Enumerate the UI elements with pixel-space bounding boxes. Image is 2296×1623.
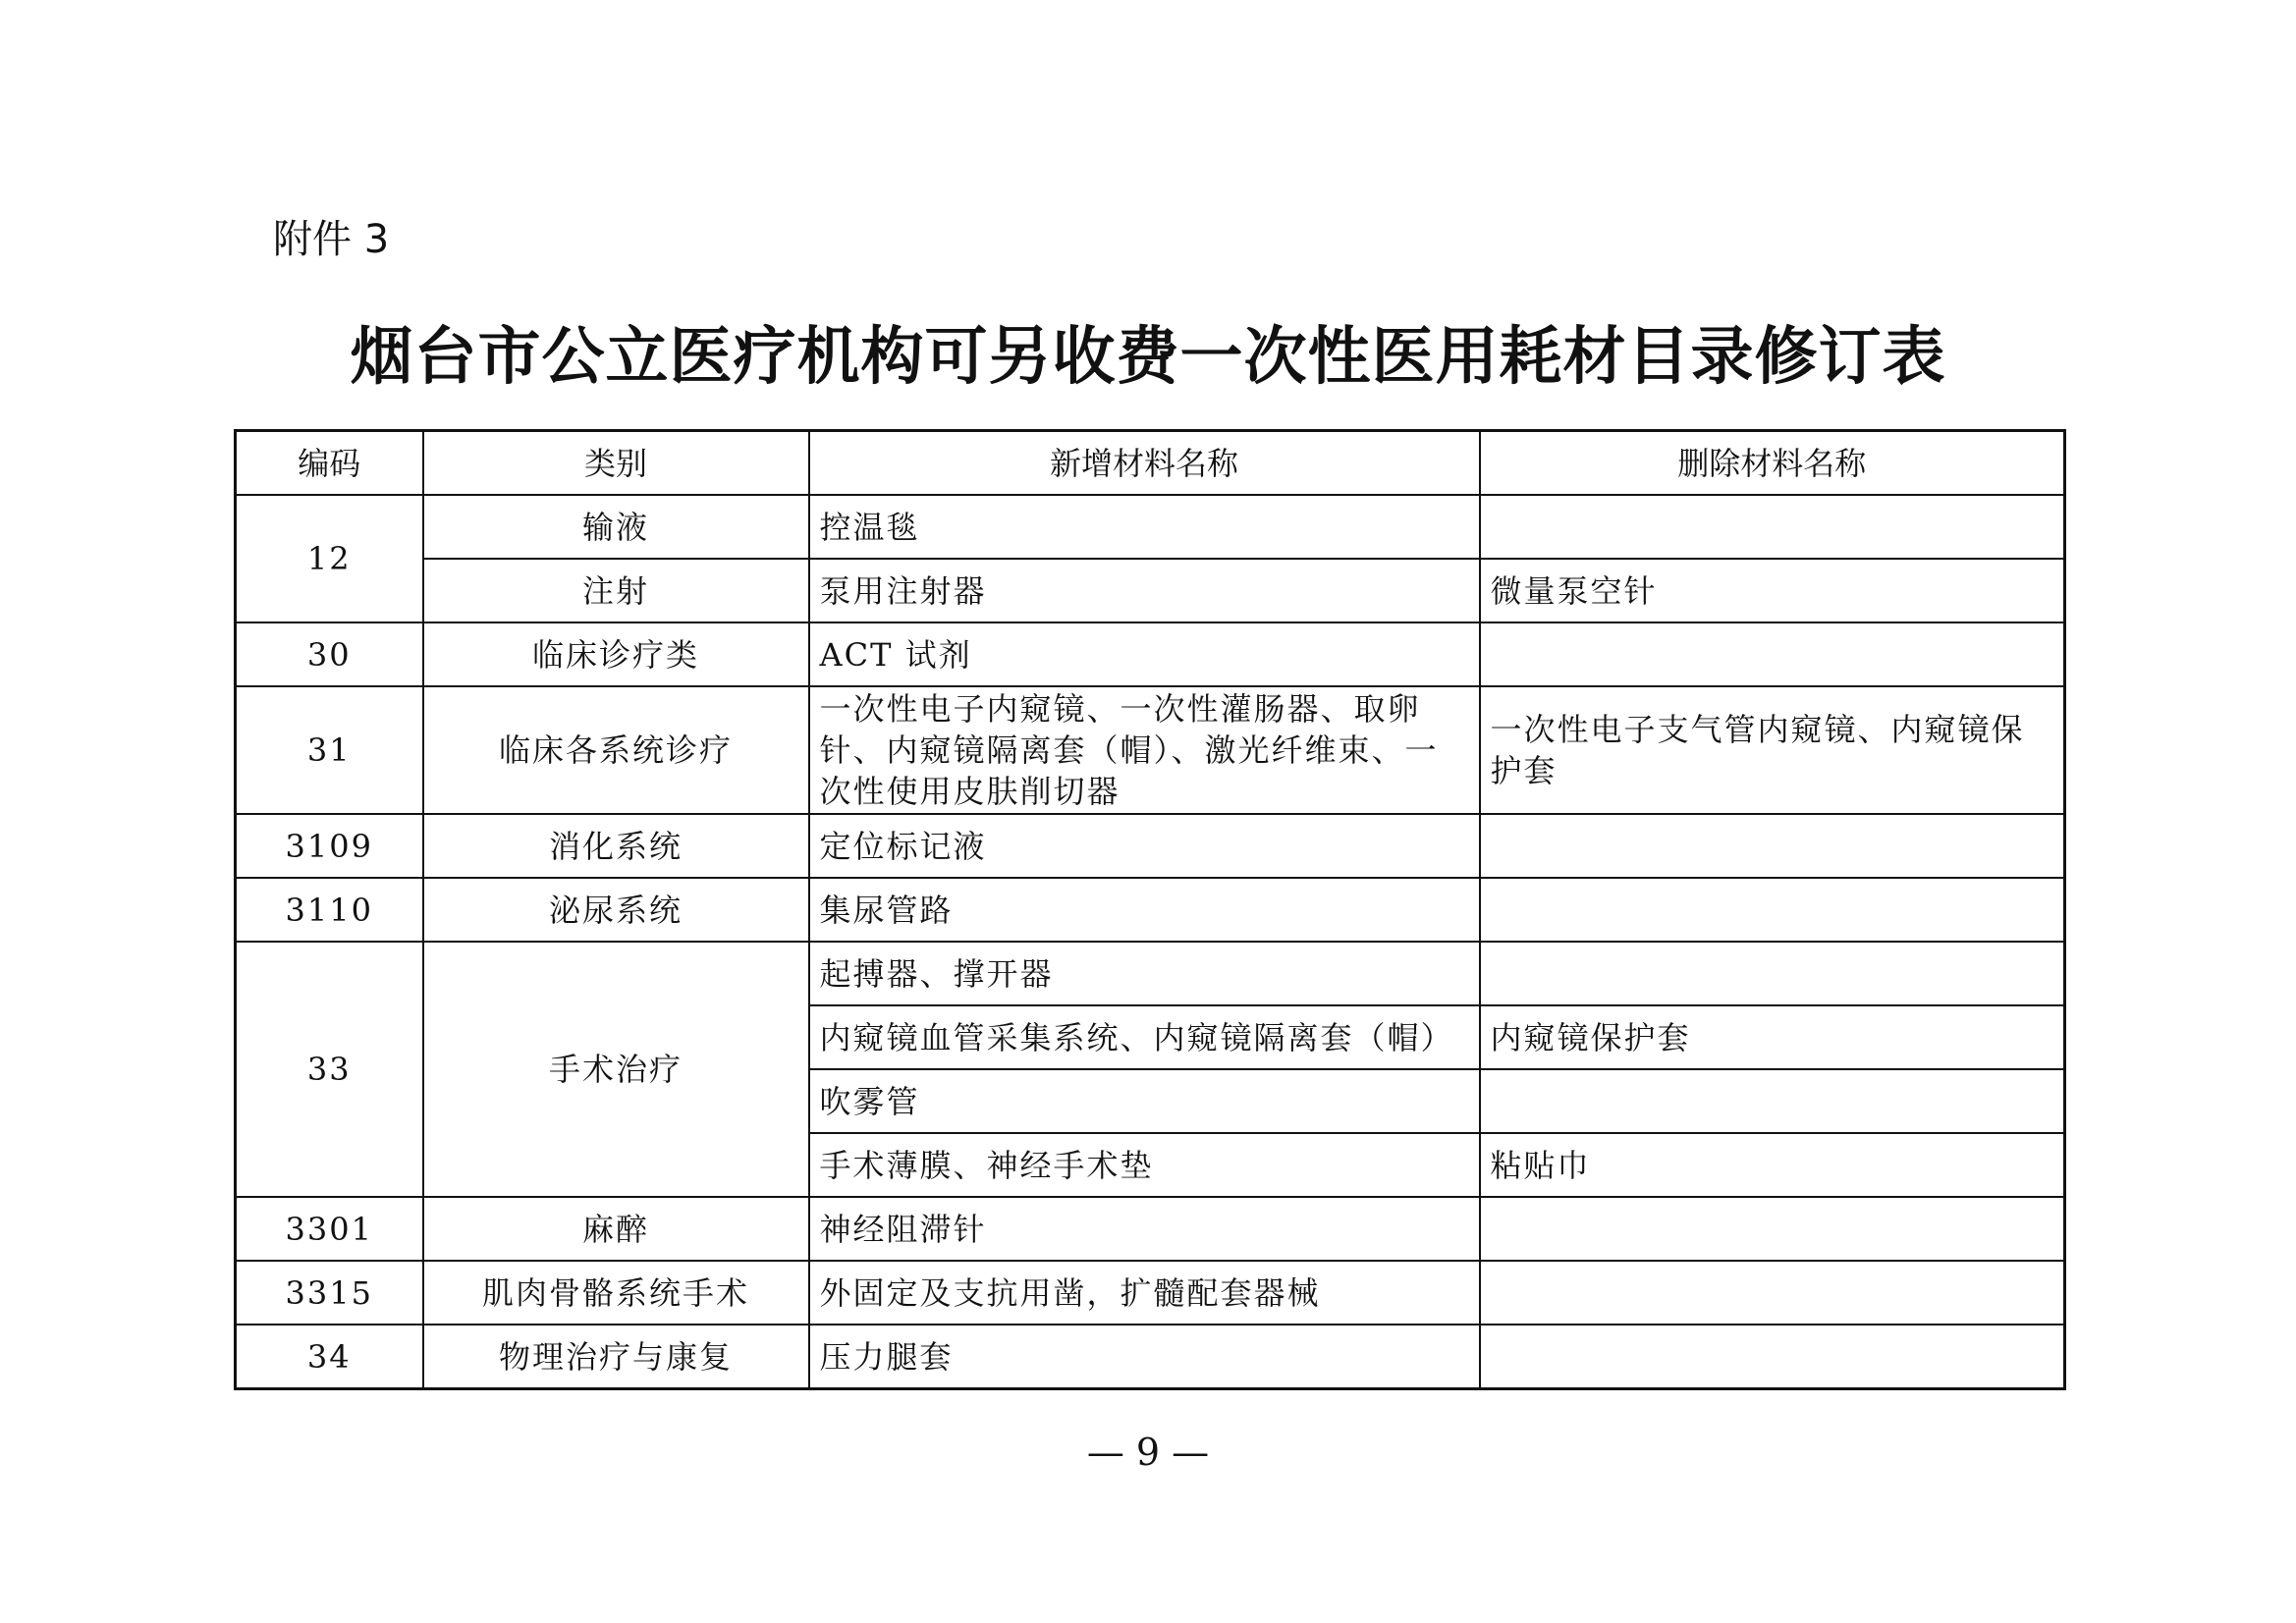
row-category: 泌尿系统 (423, 878, 809, 942)
row-removed (1480, 814, 2065, 878)
row-removed: 内窥镜保护套 (1480, 1005, 2065, 1069)
row-removed: 一次性电子支气管内窥镜、内窥镜保护套 (1480, 686, 2065, 814)
table-header-row (236, 431, 2065, 496)
page-number: — 9 — (1086, 1431, 1210, 1474)
table-row (236, 1261, 2065, 1325)
row-added: ACT 试剂 (809, 622, 1480, 686)
row-removed (1480, 622, 2065, 686)
row-added: 手术薄膜、神经手术垫 (809, 1133, 1480, 1197)
row-code: 3301 (236, 1197, 423, 1261)
row-added: 内窥镜血管采集系统、内窥镜隔离套（帽） (809, 1005, 1480, 1069)
row-code: 30 (236, 622, 423, 686)
row-category: 消化系统 (423, 814, 809, 878)
row-category: 临床诊疗类 (423, 622, 809, 686)
row-removed (1480, 878, 2065, 942)
row-removed (1480, 495, 2065, 559)
document-title: 烟台市公立医疗机构可另收费一次性医用耗材目录修订表 (350, 320, 1946, 394)
row-added: 神经阻滞针 (809, 1197, 1480, 1261)
row-code: 3110 (236, 878, 423, 942)
row-removed (1480, 1069, 2065, 1133)
table-row (236, 495, 2065, 559)
row-code: 3315 (236, 1261, 423, 1325)
row-category: 输液 (423, 495, 809, 559)
row-removed (1480, 942, 2065, 1005)
table-row (236, 878, 2065, 942)
row-category: 麻醉 (423, 1197, 809, 1261)
row-added: 压力腿套 (809, 1325, 1480, 1389)
table-row (236, 622, 2065, 686)
row-category: 临床各系统诊疗 (423, 686, 809, 814)
row-removed: 粘贴巾 (1480, 1133, 2065, 1197)
row-category: 手术治疗 (423, 942, 809, 1197)
row-category: 肌肉骨骼系统手术 (423, 1261, 809, 1325)
row-added: 泵用注射器 (809, 559, 1480, 622)
attachment-label: 附件 3 (273, 217, 390, 262)
table-row (236, 814, 2065, 878)
row-added: 一次性电子内窥镜、一次性灌肠器、取卵针、内窥镜隔离套（帽）、激光纤维束、一次性使用皮肤削切器 (809, 686, 1480, 814)
table-row (236, 942, 2065, 1005)
row-code: 31 (236, 686, 423, 814)
row-code: 12 (236, 495, 423, 622)
row-category: 注射 (423, 559, 809, 622)
row-code: 34 (236, 1325, 423, 1389)
header-category: 类别 (423, 431, 809, 496)
table-row (236, 686, 2065, 814)
row-added: 控温毯 (809, 495, 1480, 559)
row-added: 集尿管路 (809, 878, 1480, 942)
header-code: 编码 (236, 431, 423, 496)
row-removed (1480, 1197, 2065, 1261)
consumables-catalog-table (234, 429, 2066, 1390)
row-added: 吹雾管 (809, 1069, 1480, 1133)
header-removed-materials: 删除材料名称 (1480, 431, 2065, 496)
table-row (236, 1197, 2065, 1261)
row-added: 起搏器、撑开器 (809, 942, 1480, 1005)
row-removed (1480, 1325, 2065, 1389)
row-removed (1480, 1261, 2065, 1325)
header-added-materials: 新增材料名称 (809, 431, 1480, 496)
row-added: 外固定及支抗用凿，扩髓配套器械 (809, 1261, 1480, 1325)
row-code: 33 (236, 942, 423, 1197)
table-row (236, 1325, 2065, 1389)
row-removed: 微量泵空针 (1480, 559, 2065, 622)
row-category: 物理治疗与康复 (423, 1325, 809, 1389)
table-row (236, 559, 2065, 622)
row-added: 定位标记液 (809, 814, 1480, 878)
row-code: 3109 (236, 814, 423, 878)
